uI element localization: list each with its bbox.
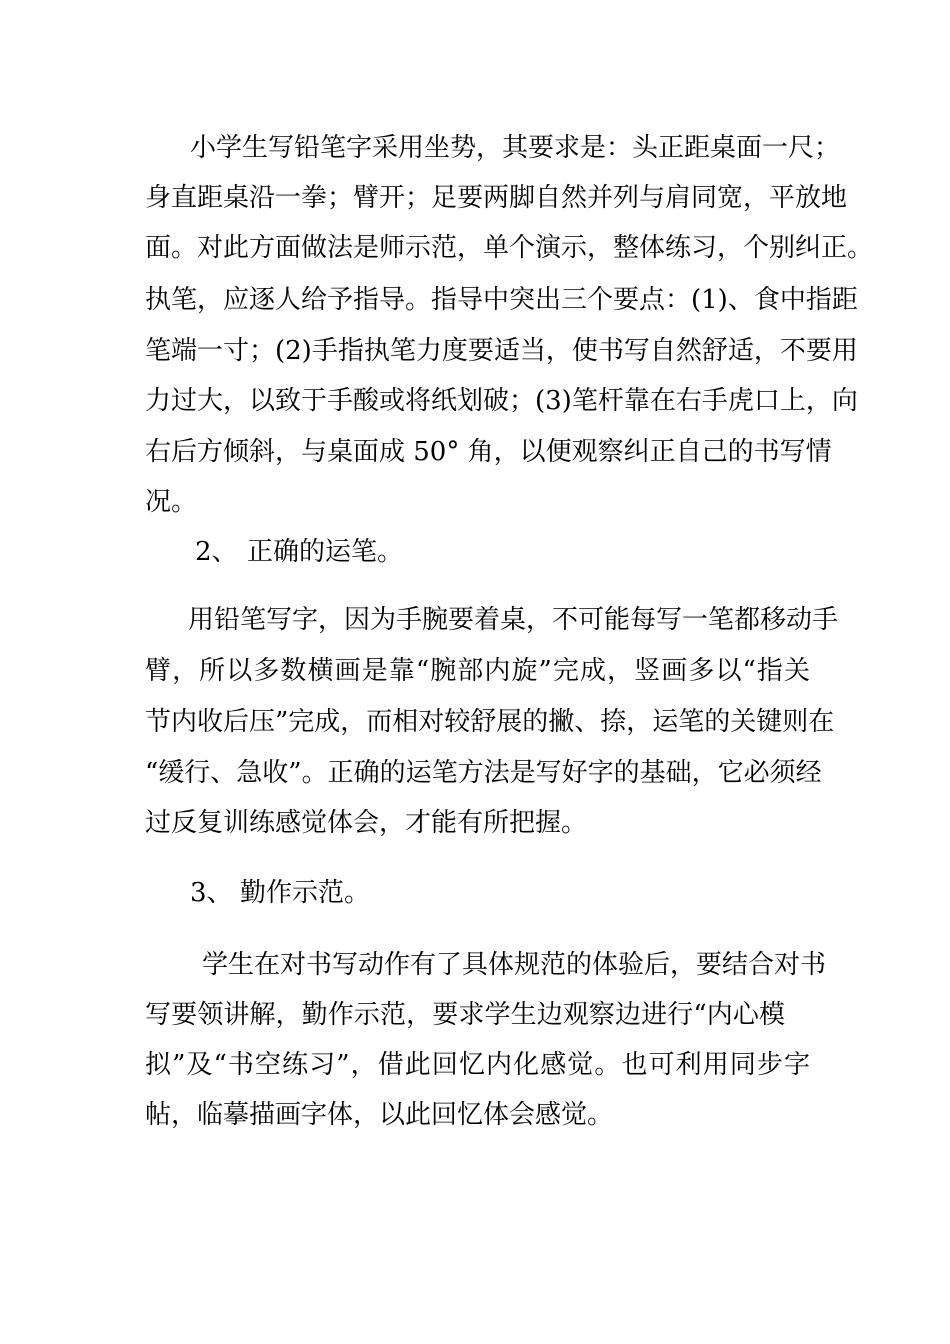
section-title: 正确的运笔。 (247, 537, 404, 567)
section-number: 2、 (195, 537, 238, 567)
paragraph-line: 节内收后压”完成，而相对较舒展的撇、捺，运笔的关键则在 (145, 707, 835, 737)
paragraph-line: 况。 (145, 487, 198, 517)
paragraph-line: 笔端一寸；(2)手指执笔力度要适当，使书写自然舒适，不要用 (145, 336, 858, 366)
paragraph-line: “缓行、急收”。正确的运笔方法是写好字的基础，它必须经 (145, 758, 822, 788)
section-title: 勤作示范。 (240, 878, 371, 908)
paragraph-line: 用铅笔写字，因为手腕要着桌，不可能每写一笔都移动手 (188, 605, 839, 635)
paragraph-line: 写要领讲解，勤作示范，要求学生边观察边进行“内心模 (145, 1000, 785, 1030)
paragraph-line: 拟”及“书空练习”，借此回忆内化感觉。也可利用同步字 (145, 1050, 810, 1080)
section-number: 3、 (190, 878, 233, 908)
paragraph-line: 右后方倾斜，与桌面成 50° 角，以便观察纠正自己的书写情 (145, 437, 832, 467)
paragraph-line: 小学生写铅笔字采用坐势，其要求是：头正距桌面一尺； (190, 133, 841, 163)
paragraph-line: 身直距桌沿一拳；臂开；足要两脚自然并列与肩同宽，平放地 (145, 183, 848, 213)
paragraph-line: 力过大，以致于手酸或将纸划破；(3)笔杆靠在右手虎口上，向 (145, 386, 858, 416)
paragraph-line: 面。对此方面做法是师示范，单个演示，整体练习，个别纠正。 (145, 233, 874, 263)
paragraph-line: 帖，临摹描画字体，以此回忆体会感觉。 (145, 1100, 614, 1130)
paragraph-line: 学生在对书写动作有了具体规范的体验后，要结合对书 (202, 950, 827, 980)
paragraph-line: 执笔，应逐人给予指导。指导中突出三个要点：(1)、食中指距 (145, 285, 858, 315)
paragraph-line: 过反复训练感觉体会，才能有所把握。 (145, 808, 588, 838)
paragraph-line: 臂，所以多数横画是靠“腕部内旋”完成，竖画多以“指关 (145, 656, 810, 686)
